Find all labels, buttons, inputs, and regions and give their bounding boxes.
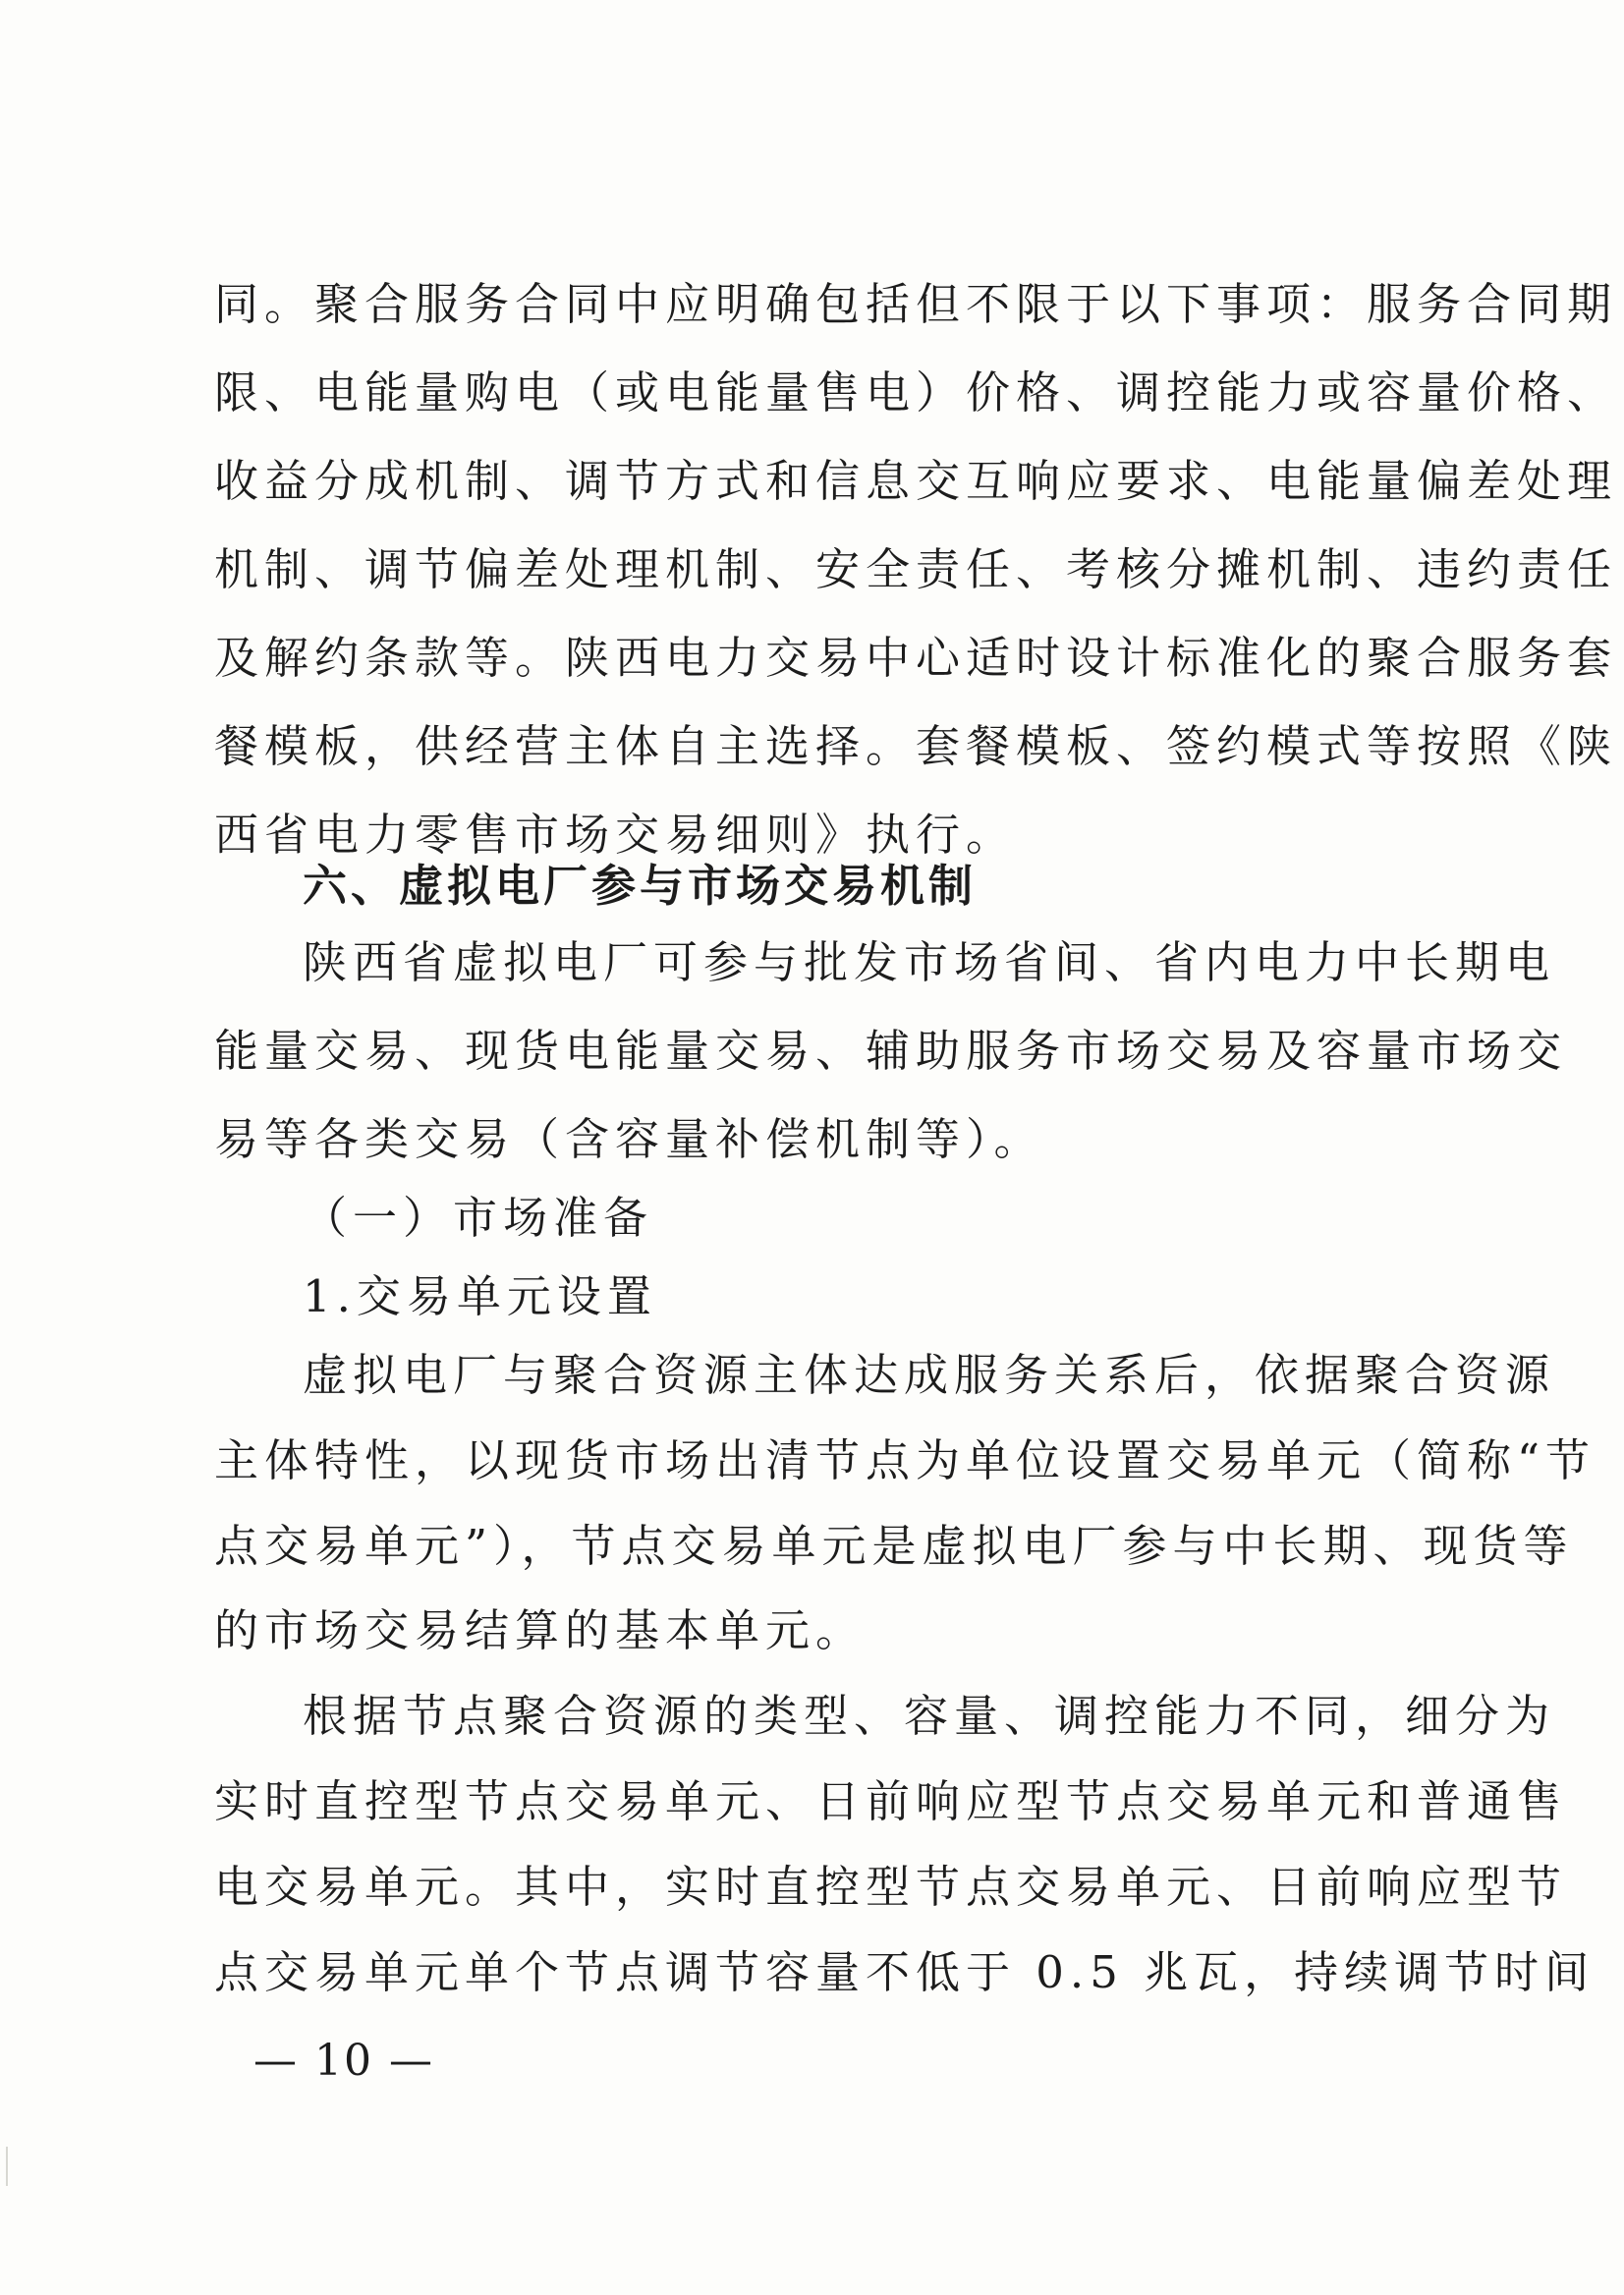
- paragraph-line: 收益分成机制、调节方式和信息交互响应要求、电能量偏差处理: [214, 455, 1618, 507]
- paragraph-line: 机制、调节偏差处理机制、安全责任、考核分摊机制、违约责任: [214, 543, 1618, 595]
- paragraph-line: 易等各类交易（含容量补偿机制等）。: [214, 1113, 1044, 1165]
- scan-edge-mark: [6, 2147, 8, 2186]
- paragraph-line: 实时直控型节点交易单元、日前响应型节点交易单元和普通售: [214, 1775, 1568, 1827]
- paragraph-line: 根据节点聚合资源的类型、容量、调控能力不同，细分为: [303, 1690, 1556, 1742]
- paragraph-line: 餐模板，供经营主体自主选择。套餐模板、签约模式等按照《陕: [214, 720, 1618, 772]
- subsection-heading: （一）市场准备: [303, 1192, 654, 1244]
- paragraph-line: 陕西省虚拟电厂可参与批发市场省间、省内电力中长期电: [303, 936, 1556, 988]
- paragraph-line: 的市场交易结算的基本单元。: [214, 1604, 867, 1656]
- paragraph-line: 能量交易、现货电能量交易、辅助服务市场交易及容量市场交: [214, 1025, 1568, 1077]
- paragraph-line: 虚拟电厂与聚合资源主体达成服务关系后，依据聚合资源: [303, 1349, 1556, 1401]
- paragraph-line: 主体特性，以现货市场出清节点为单位设置交易单元（简称“节: [214, 1434, 1596, 1486]
- section-heading: 六、虚拟电厂参与市场交易机制: [303, 860, 978, 912]
- paragraph-line: 同。聚合服务合同中应明确包括但不限于以下事项：服务合同期: [214, 278, 1618, 330]
- item-heading: 1.交易单元设置: [303, 1270, 657, 1322]
- paragraph-line: 及解约条款等。陕西电力交易中心适时设计标准化的聚合服务套: [214, 632, 1618, 684]
- page-number: — 10 —: [253, 2036, 434, 2086]
- paragraph-line: 点交易单元单个节点调节容量不低于 0.5 兆瓦，持续调节时间: [214, 1946, 1596, 1998]
- paragraph-line: 点交易单元”），节点交易单元是虚拟电厂参与中长期、现货等: [214, 1520, 1574, 1572]
- paragraph-line: 限、电能量购电（或电能量售电）价格、调控能力或容量价格、: [214, 366, 1618, 419]
- paragraph-line: 西省电力零售市场交易细则》执行。: [214, 809, 1017, 861]
- paragraph-line: 电交易单元。其中，实时直控型节点交易单元、日前响应型节: [214, 1861, 1568, 1913]
